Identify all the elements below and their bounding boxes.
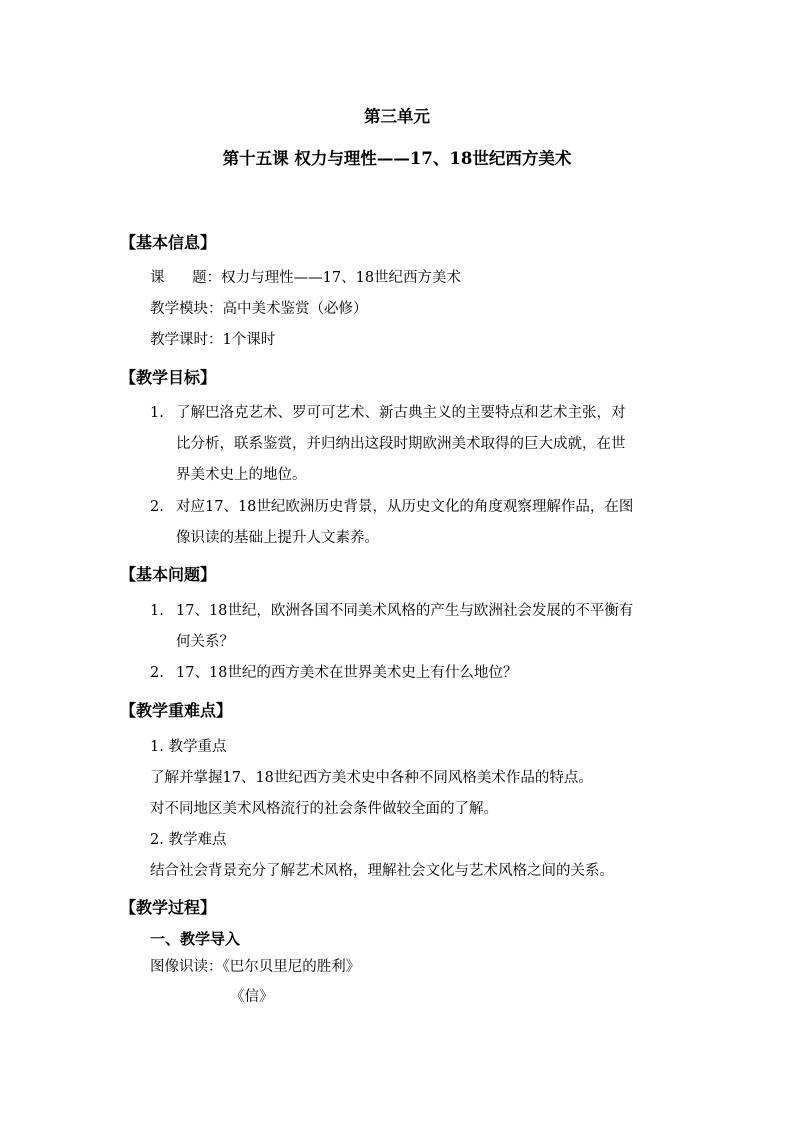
difficulty-line-1: 结合社会背景充分了解艺术风格，理解社会文化与艺术风格之间的关系。 xyxy=(150,863,614,879)
topic-label: 课 题： xyxy=(150,270,222,286)
question-1-number: 1. xyxy=(150,603,164,619)
image-reading-label: 图像识读： xyxy=(150,959,223,975)
question-2-line-1: 17、18世纪的西方美术在世界美术史上有什么地位？ xyxy=(176,665,518,681)
topic-line xyxy=(150,268,461,288)
focus-line-2: 对不同地区美术风格流行的社会条件做较全面的了解。 xyxy=(150,801,498,817)
question-1-line-1: 17、18世纪，欧洲各国不同美术风格的产生与欧洲社会发展的不平衡有 xyxy=(176,603,634,619)
process-heading: 【教学过程】 xyxy=(120,898,217,917)
objective-1-line-1: 了解巴洛克艺术、罗可可艺术、新古典主义的主要特点和艺术主张，对 xyxy=(176,405,626,421)
objective-1-number: 1. xyxy=(150,405,164,421)
objective-2-line-1: 对应17、18世纪欧洲历史背景，从历史文化的角度观察理解作品，在图 xyxy=(176,499,634,515)
lesson-title: 第十五课 权力与理性——17、18世纪西方美术 xyxy=(222,149,572,168)
focus-label: 1. 教学重点 xyxy=(150,739,227,755)
questions-heading: 【基本问题】 xyxy=(120,565,217,584)
module-label: 教学模块： xyxy=(150,301,223,317)
objectives-heading: 【教学目标】 xyxy=(120,368,217,387)
work-1-title: 《巴尔贝里尼的胜利》 xyxy=(222,959,361,975)
module-line xyxy=(150,299,368,319)
hours-value: 1个课时 xyxy=(222,332,276,348)
work-2-title: 《信》 xyxy=(230,989,274,1005)
image-reading-line xyxy=(150,957,360,977)
key-points-heading: 【教学重难点】 xyxy=(120,701,233,720)
difficulty-label: 2. 教学难点 xyxy=(150,832,227,848)
objective-2-line-2: 像识读的基础上提升人文素养。 xyxy=(176,530,379,546)
unit-title: 第三单元 xyxy=(364,107,430,126)
question-2-number: 2. xyxy=(150,665,164,681)
question-1-line-2: 何关系？ xyxy=(176,634,234,650)
objective-1-line-3: 界美术史上的地位。 xyxy=(176,467,307,483)
hours-line xyxy=(150,330,275,350)
objective-1-line-2: 比分析，联系鉴赏，并归纳出这段时期欧洲美术取得的巨大成就，在世 xyxy=(176,436,626,452)
focus-line-1: 了解并掌握17、18世纪西方美术史中各种不同风格美术作品的特点。 xyxy=(150,770,593,786)
process-step-1: 一、教学导入 xyxy=(150,930,241,948)
topic-value: 权力与理性——17、18世纪西方美术 xyxy=(221,270,462,286)
module-value: 高中美术鉴赏（必修） xyxy=(222,301,368,317)
objective-2-number: 2. xyxy=(150,499,164,515)
basic-info-heading: 【基本信息】 xyxy=(120,233,217,252)
hours-label: 教学课时： xyxy=(150,332,223,348)
